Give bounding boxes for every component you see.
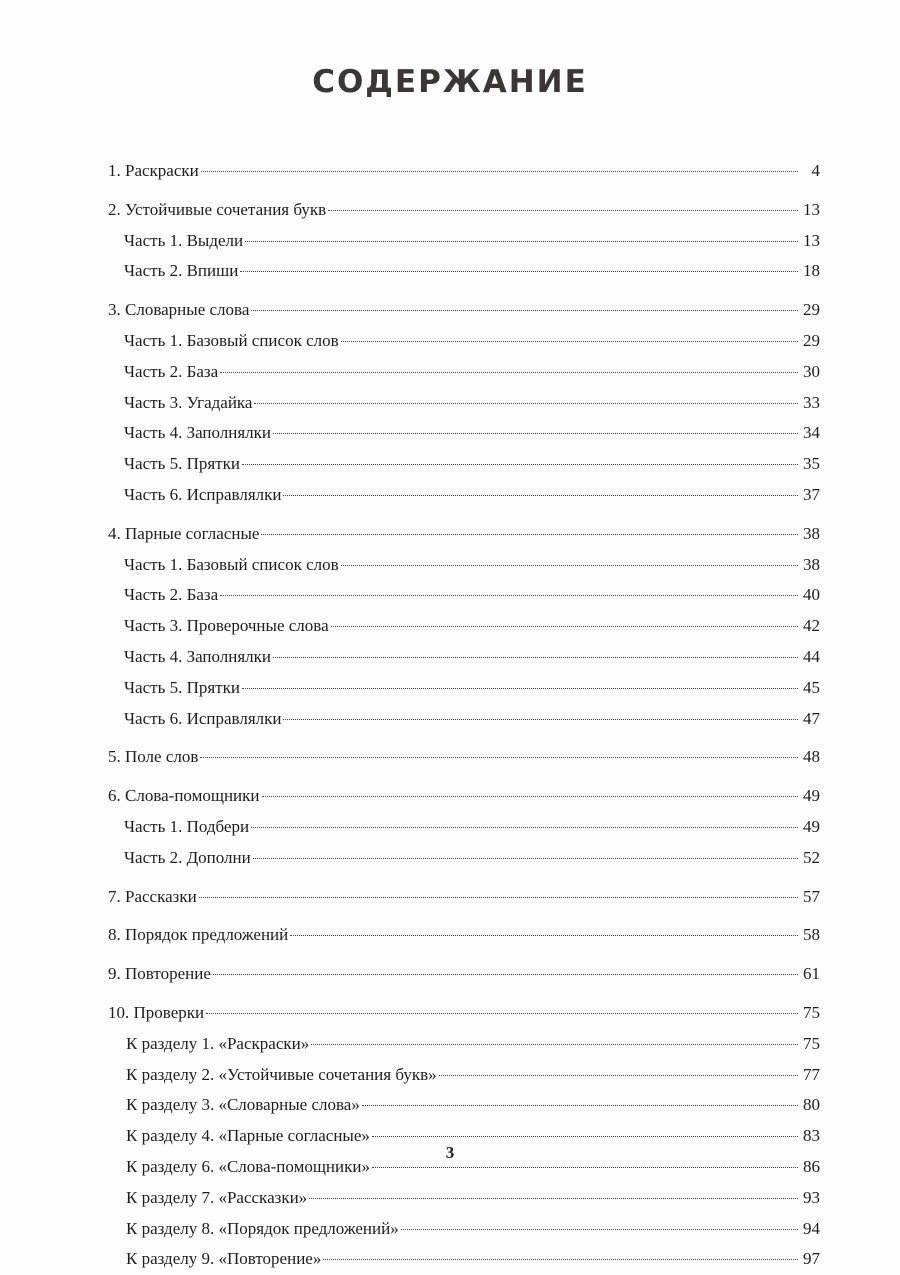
dot-leader xyxy=(240,270,798,272)
toc-entry-page: 86 xyxy=(803,1156,820,1176)
toc-entry xyxy=(108,673,820,704)
dot-leader xyxy=(273,432,798,434)
toc-entry xyxy=(108,998,820,1029)
toc-entry xyxy=(108,326,820,357)
toc-entry xyxy=(108,295,820,326)
dot-leader xyxy=(251,309,798,311)
toc-entry xyxy=(108,781,820,812)
toc-entry-page: 38 xyxy=(803,554,820,574)
toc-entry xyxy=(108,1029,820,1060)
dot-leader xyxy=(261,533,798,535)
toc-entry-page: 49 xyxy=(803,816,820,836)
toc-entry-label: 8. Порядок предложений xyxy=(108,925,289,945)
dot-leader xyxy=(251,826,798,828)
toc-entry xyxy=(108,519,820,550)
toc-entry-page: 13 xyxy=(803,230,820,250)
toc-entry-label: К разделу 4. «Парные согласные» xyxy=(126,1126,370,1146)
toc-entry-page: 37 xyxy=(803,484,820,504)
toc-entry-label: Часть 2. Впиши xyxy=(124,261,239,281)
dot-leader xyxy=(200,756,798,758)
toc-entry-label: Часть 1. Базовый список слов xyxy=(124,554,339,574)
dot-leader xyxy=(323,1258,798,1260)
table-of-contents xyxy=(108,156,820,1275)
toc-entry-page: 40 xyxy=(803,585,820,605)
toc-entry-label: К разделу 9. «Повторение» xyxy=(126,1249,322,1269)
toc-entry-page: 4 xyxy=(811,161,820,180)
toc-entry xyxy=(108,1090,820,1121)
dot-leader xyxy=(273,656,798,658)
toc-entry-page: 94 xyxy=(803,1218,820,1238)
toc-entry xyxy=(108,1060,820,1091)
dot-leader xyxy=(372,1166,798,1168)
toc-entry-page: 77 xyxy=(803,1064,820,1084)
toc-entry-page: 30 xyxy=(803,361,820,381)
toc-entry-label: Часть 2. Дополни xyxy=(124,847,251,867)
toc-entry-label: Часть 1. Подбери xyxy=(124,816,250,836)
page-title: СОДЕРЖАНИЕ xyxy=(312,64,588,100)
dot-leader xyxy=(206,1012,798,1014)
toc-entry xyxy=(108,920,820,951)
toc-entry-page: 42 xyxy=(803,616,820,636)
dot-leader xyxy=(362,1104,798,1106)
dot-leader xyxy=(201,170,798,172)
toc-entry-page: 58 xyxy=(803,925,820,945)
toc-entry xyxy=(108,357,820,388)
toc-entry-page: 47 xyxy=(803,708,820,728)
toc-entry-label: Часть 5. Прятки xyxy=(124,677,240,697)
toc-entry-page: 29 xyxy=(803,300,820,320)
dot-leader xyxy=(262,795,798,797)
toc-entry xyxy=(108,843,820,874)
toc-entry-label: 9. Повторение xyxy=(108,964,211,984)
toc-entry xyxy=(108,1214,820,1245)
toc-entry-page: 49 xyxy=(803,786,820,806)
toc-entry xyxy=(108,882,820,913)
toc-entry-page: 29 xyxy=(803,330,820,350)
toc-entry-page: 44 xyxy=(803,646,820,666)
toc-entry-page: 13 xyxy=(803,199,820,219)
dot-leader xyxy=(245,240,798,242)
toc-entry-label: 4. Парные согласные xyxy=(108,523,260,543)
toc-entry-page: 33 xyxy=(803,392,820,412)
toc-entry-page: 75 xyxy=(803,1002,820,1022)
toc-entry xyxy=(108,418,820,449)
dot-leader xyxy=(242,687,798,689)
toc-entry-label: 5. Поле слов xyxy=(108,747,199,767)
dot-leader xyxy=(328,209,798,211)
toc-entry-label: 6. Слова-помощники xyxy=(108,786,260,806)
dot-leader xyxy=(439,1074,798,1076)
toc-entry xyxy=(108,611,820,642)
toc-entry xyxy=(108,156,820,187)
toc-entry-page: 83 xyxy=(803,1126,820,1146)
toc-entry-label: К разделу 7. «Рассказки» xyxy=(126,1187,308,1207)
toc-entry-label: Часть 1. Базовый список слов xyxy=(124,330,339,350)
dot-leader xyxy=(199,896,798,898)
toc-entry-page: 48 xyxy=(803,747,820,767)
toc-entry xyxy=(108,256,820,287)
toc-entry-label: 3. Словарные слова xyxy=(108,300,250,320)
toc-entry-page: 52 xyxy=(803,847,820,867)
toc-entry-label: 10. Проверки xyxy=(108,1002,205,1022)
toc-entry xyxy=(108,704,820,735)
dot-leader xyxy=(213,973,798,975)
toc-entry xyxy=(108,195,820,226)
toc-entry-label: 7. Рассказки xyxy=(108,886,197,906)
toc-entry xyxy=(108,550,820,581)
dot-leader xyxy=(283,718,798,720)
toc-entry-label: Часть 3. Проверочные слова xyxy=(124,616,329,636)
toc-entry-page: 38 xyxy=(803,523,820,543)
toc-entry xyxy=(108,812,820,843)
dot-leader xyxy=(254,402,798,404)
dot-leader xyxy=(341,564,798,566)
toc-entry-label: К разделу 2. «Устойчивые сочетания букв» xyxy=(126,1064,437,1084)
toc-entry xyxy=(108,388,820,419)
toc-entry-label: Часть 4. Заполнялки xyxy=(124,423,272,443)
toc-entry xyxy=(108,480,820,511)
toc-entry-page: 61 xyxy=(803,964,820,984)
toc-entry-page: 34 xyxy=(803,423,820,443)
toc-entry-label: Часть 2. База xyxy=(124,361,219,381)
dot-leader xyxy=(341,340,798,342)
toc-entry xyxy=(108,959,820,990)
toc-entry xyxy=(108,642,820,673)
toc-entry-page: 97 xyxy=(803,1249,820,1269)
dot-leader xyxy=(253,857,798,859)
dot-leader xyxy=(401,1228,798,1230)
toc-entry-page: 18 xyxy=(803,261,820,281)
dot-leader xyxy=(220,594,798,596)
toc-entry xyxy=(108,1244,820,1275)
dot-leader xyxy=(311,1043,798,1045)
toc-entry xyxy=(108,449,820,480)
toc-entry-label: К разделу 8. «Порядок предложений» xyxy=(126,1218,399,1238)
toc-entry-label: Часть 6. Исправлялки xyxy=(124,708,282,728)
dot-leader xyxy=(331,625,798,627)
dot-leader xyxy=(309,1197,798,1199)
toc-entry-label: К разделу 6. «Слова-помощники» xyxy=(126,1156,370,1176)
toc-entry-label: Часть 1. Выдели xyxy=(124,230,244,250)
toc-entry-label: Часть 2. База xyxy=(124,585,219,605)
dot-leader xyxy=(290,934,798,936)
toc-entry-page: 75 xyxy=(803,1033,820,1053)
toc-entry xyxy=(108,580,820,611)
toc-entry-label: К разделу 3. «Словарные слова» xyxy=(126,1095,360,1115)
toc-entry-label: 2. Устойчивые сочетания букв xyxy=(108,199,327,219)
dot-leader xyxy=(283,494,798,496)
dot-leader xyxy=(220,371,798,373)
toc-entry-label: Часть 5. Прятки xyxy=(124,454,240,474)
toc-entry-page: 45 xyxy=(803,677,820,697)
toc-entry-page: 80 xyxy=(803,1095,820,1115)
toc-entry-page: 35 xyxy=(803,454,820,474)
toc-entry-label: Часть 4. Заполнялки xyxy=(124,646,272,666)
toc-entry xyxy=(108,1183,820,1214)
dot-leader xyxy=(372,1135,798,1137)
toc-entry-page: 57 xyxy=(803,886,820,906)
page-number: 3 xyxy=(445,1143,455,1162)
toc-entry xyxy=(108,226,820,257)
toc-entry xyxy=(108,742,820,773)
toc-entry-label: К разделу 1. «Раскраски» xyxy=(126,1033,310,1053)
dot-leader xyxy=(242,463,798,465)
toc-entry-label: Часть 3. Угадайка xyxy=(124,392,253,412)
toc-entry-page: 93 xyxy=(803,1187,820,1207)
toc-entry-label: Часть 6. Исправлялки xyxy=(124,484,282,504)
toc-entry-label: 1. Раскраски xyxy=(108,161,199,180)
